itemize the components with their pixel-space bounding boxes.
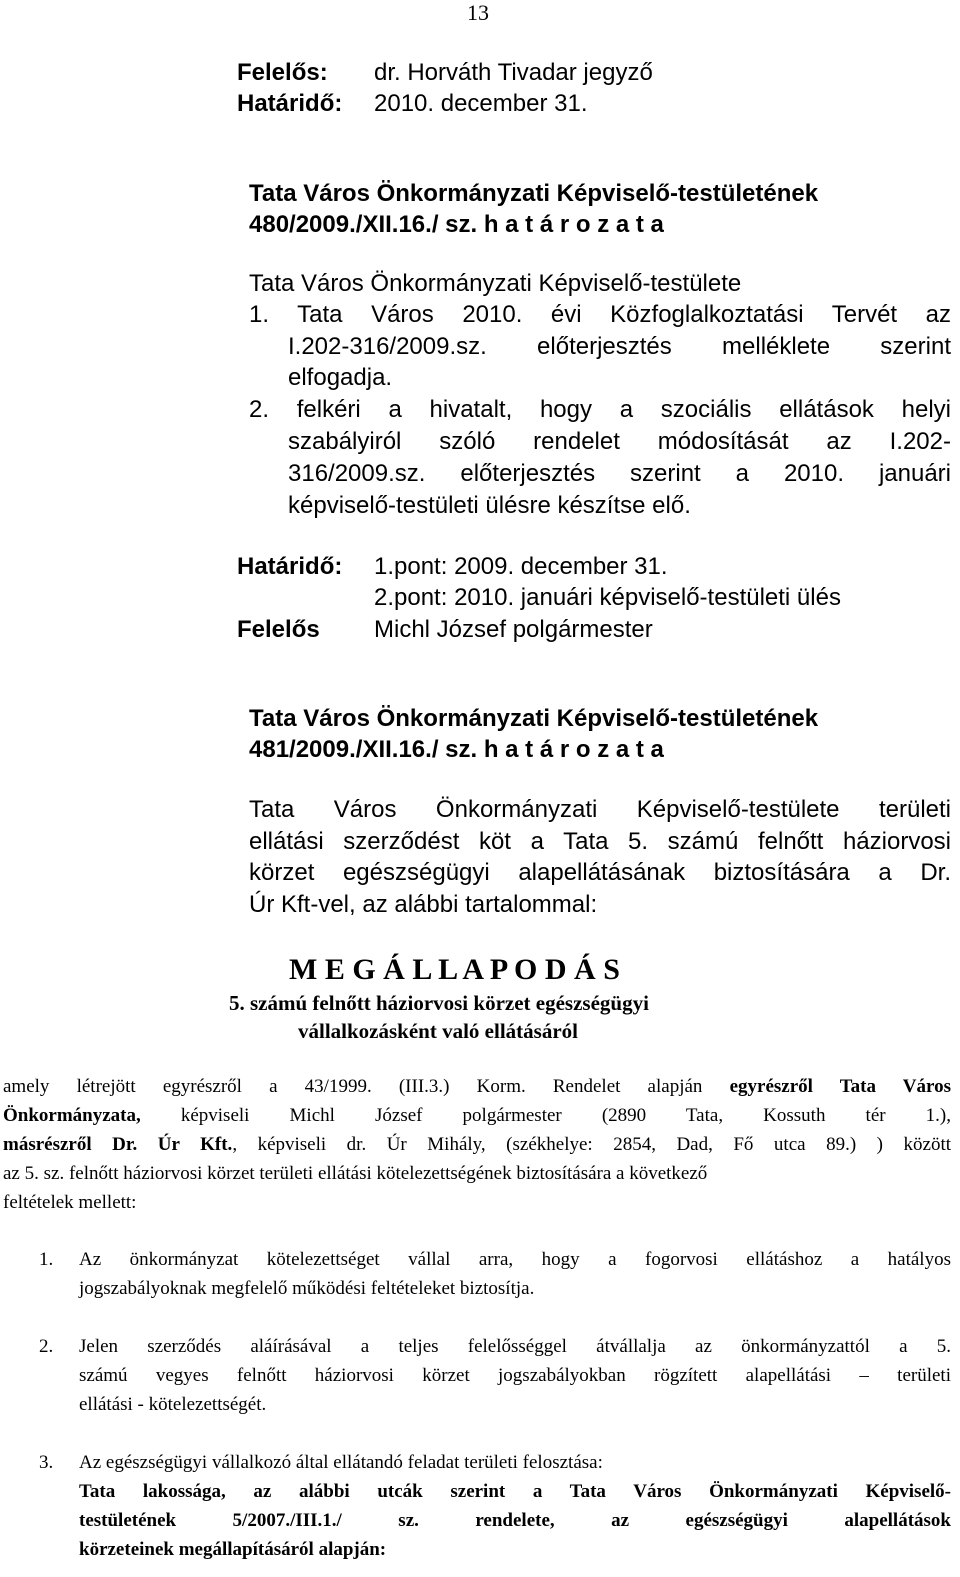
point-3-line2: Tata lakossága, az alábbi utcák szerint a Tata Város Önkormányzati Képviselő- <box>79 1481 951 1502</box>
resolution-480-item2-line2: szabályiról szóló rendelet módosítását az I.202- <box>288 428 951 455</box>
agreement-heading: M E G Á L L A P O D Á S <box>289 953 620 986</box>
resolution-480-item2-line3: 316/2009.sz. előterjesztés szerint a 2010. januári <box>288 460 951 487</box>
point-2-line2: számú vegyes felnőtt háziorvosi körzet jogszabályokban rögzített alapellátási – területi <box>79 1365 951 1386</box>
point-1-number: 1. <box>39 1249 54 1270</box>
agreement-subheading-2: vállalkozásként való ellátásáról <box>298 1019 578 1043</box>
resolution-481-body-line1: Tata Város Önkormányzati Képviselő-testülete területi <box>249 796 951 823</box>
agreement-intro-line1: amely létrejött egyrészről a 43/1999. (III.3.) Korm. Rendelet alapján egyrészről Tata Város <box>3 1076 951 1097</box>
resolution-480-title: Tata Város Önkormányzati Képviselő-testületének <box>249 180 819 207</box>
resolution-480-hatarido-2: 2.pont: 2010. januári képviselő-testületi ülés <box>374 584 841 611</box>
resolution-481-title: Tata Város Önkormányzati Képviselő-testületének <box>249 705 819 732</box>
agreement-intro-line5: feltételek mellett: <box>3 1192 137 1213</box>
resolution-481-body-line3: körzet egészségügyi alapellátásának biztosítására a Dr. <box>249 859 951 886</box>
point-2-number: 2. <box>39 1336 54 1357</box>
point-3-number: 3. <box>39 1452 54 1473</box>
resolution-480-hatarido-label: Határidő: <box>237 553 343 580</box>
resolution-481-number: 481/2009./XII.16./ sz. h a t á r o z a t a <box>249 736 664 763</box>
hatarido-label: Határidő: <box>237 90 343 117</box>
resolution-480-item1-line1: 1. Tata Város 2010. évi Közfoglalkoztatási Tervét az <box>249 301 951 328</box>
agreement-intro-line4: az 5. sz. felnőtt háziorvosi körzet területi ellátási kötelezettségének biztosítására a következő <box>3 1163 708 1184</box>
resolution-480-item2-line4: képviselő-testületi ülésre készítse elő. <box>288 492 691 519</box>
resolution-480-felelos-label: Felelős <box>237 616 320 643</box>
point-1-line1: Az önkormányzat kötelezettséget vállal arra, hogy a fogorvosi ellátáshoz a hatályos <box>79 1249 951 1270</box>
resolution-481-body-line4: Úr Kft-vel, az alábbi tartalommal: <box>249 891 598 918</box>
point-1-line2: jogszabályoknak megfelelő működési feltételeket biztosítja. <box>79 1278 535 1299</box>
felelos-value: dr. Horváth Tivadar jegyző <box>374 59 653 86</box>
resolution-480-item2-line1: 2. felkéri a hivatalt, hogy a szociális ellátások helyi <box>249 396 951 423</box>
resolution-480-hatarido-1: 1.pont: 2009. december 31. <box>374 553 668 580</box>
agreement-intro-line2: Önkormányzata, képviseli Michl József polgármester (2890 Tata, Kossuth tér 1.), <box>3 1105 951 1126</box>
resolution-480-item1-line2: I.202-316/2009.sz. előterjesztés melléklete szerint <box>288 333 951 360</box>
resolution-481-body-line2: ellátási szerződést köt a Tata 5. számú felnőtt háziorvosi <box>249 828 951 855</box>
point-3-line1: Az egészségügyi vállalkozó által ellátandó feladat területi felosztása: <box>79 1452 603 1473</box>
resolution-480-number: 480/2009./XII.16./ sz. h a t á r o z a t a <box>249 211 664 238</box>
point-3-line4: körzeteinek megállapításáról alapján: <box>79 1539 387 1560</box>
point-3-line3: testületének 5/2007./III.1./ sz. rendelete, az egészségügyi alapellátások <box>79 1510 951 1531</box>
point-2-line1: Jelen szerződés aláírásával a teljes felelősséggel átvállalja az önkormányzattól a 5. <box>79 1336 951 1357</box>
resolution-480-item1-line3: elfogadja. <box>288 364 393 391</box>
felelos-label: Felelős: <box>237 59 328 86</box>
page-number: 13 <box>467 0 489 25</box>
hatarido-value: 2010. december 31. <box>374 90 588 117</box>
agreement-intro-line3: másrészről Dr. Úr Kft., képviseli dr. Úr Mihály, (székhelye: 2854, Dad, Fő utca 89.) ) között <box>3 1134 951 1155</box>
resolution-480-intro: Tata Város Önkormányzati Képviselő-testülete <box>249 270 742 297</box>
resolution-480-felelos-value: Michl József polgármester <box>374 616 653 643</box>
agreement-subheading-1: 5. számú felnőtt háziorvosi körzet egészségügyi <box>229 991 649 1015</box>
point-2-line3: ellátási - kötelezettségét. <box>79 1394 267 1415</box>
